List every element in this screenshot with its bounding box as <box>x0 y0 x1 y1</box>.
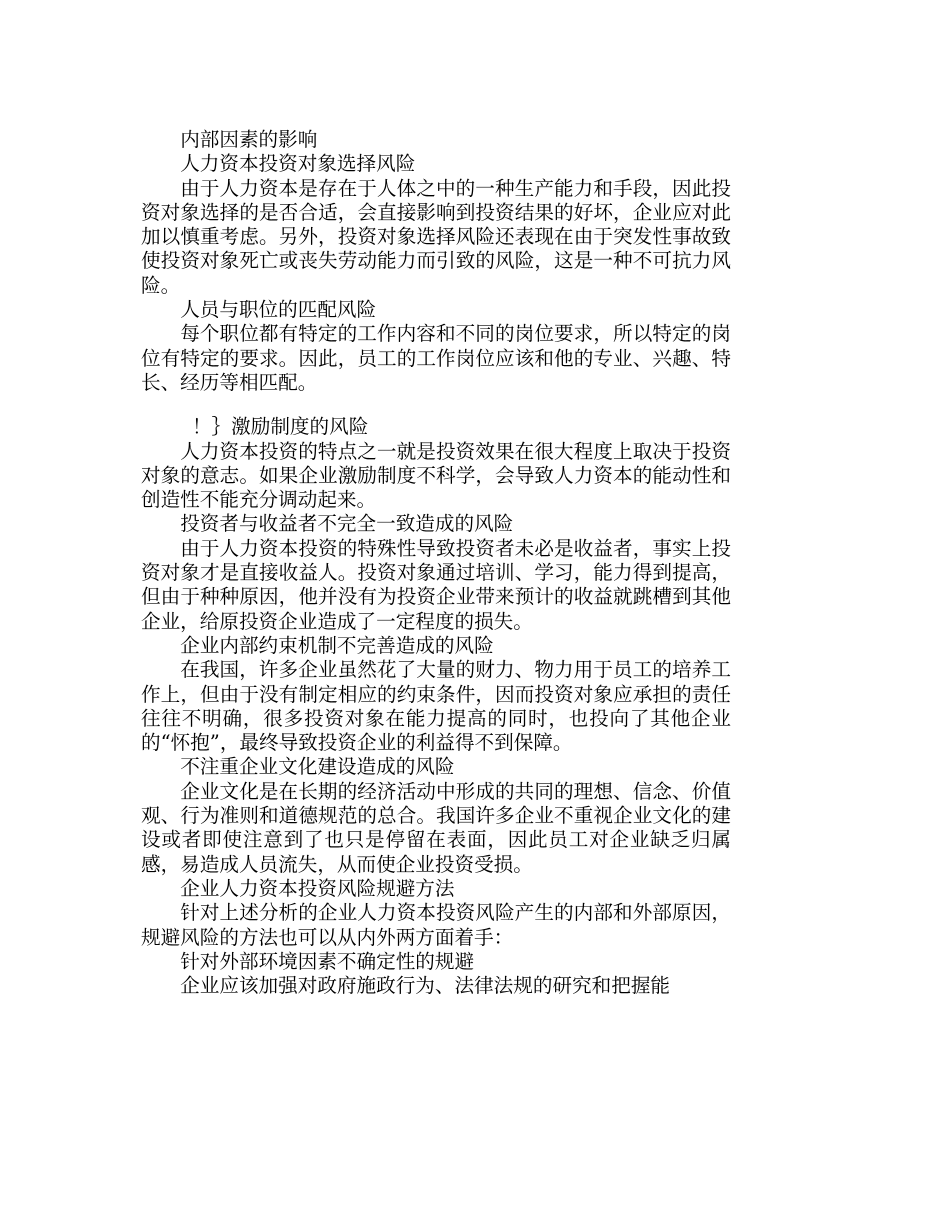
body-paragraph: 由于人力资本投资的特殊性导致投资者未必是收益者，事实上投资对象才是直接收益人。投资对象通过培训、学习，能力得到提高，但由于种种原因，他并没有为投资企业带来预计的收益就跳槽到其他企业，给原投资企业造成了一定程度的损失。 <box>141 536 731 633</box>
subheading-internal-constraint-risk: 企业内部约束机制不完善造成的风险 <box>180 633 494 657</box>
body-paragraph: 在我国，许多企业虽然花了大量的财力、物力用于员工的培养工作上，但由于没有制定相应的约束条件，因而投资对象应承担的责任往往不明确，很多投资对象在能力提高的同时，也投向了其他企业的“怀抱”，最终导致投资企业的利益得不到保障。 <box>141 658 731 755</box>
subheading-person-position-match-risk: 人员与职位的匹配风险 <box>180 298 377 322</box>
section-heading-risk-avoidance-methods: 企业人力资本投资风险规避方法 <box>180 876 455 900</box>
subheading-corporate-culture-risk: 不注重企业文化建设造成的风险 <box>180 755 455 779</box>
subheading-incentive-system-risk: ！｝激励制度的风险 <box>191 415 369 439</box>
subheading-investment-target-risk: 人力资本投资对象选择风险 <box>180 152 416 176</box>
subheading-external-uncertainty-avoidance: 针对外部环境因素不确定性的规避 <box>180 949 475 973</box>
body-paragraph: 企业文化是在长期的经济活动中形成的共同的理想、信念、价值观、行为准则和道德规范的总合。我国许多企业不重视企业文化的建设或者即使注意到了也只是停留在表面，因此员工对企业缺乏归属感，易造成人员流失，从而使企业投资受损。 <box>141 779 731 876</box>
body-paragraph: 人力资本投资的特点之一就是投资效果在很大程度上取决于投资对象的意志。如果企业激励制度不科学，会导致人力资本的能动性和创造性不能充分调动起来。 <box>141 439 731 512</box>
subheading-investor-beneficiary-risk: 投资者与收益者不完全一致造成的风险 <box>180 512 514 536</box>
body-paragraph: 企业应该加强对政府施政行为、法律法规的研究和把握能 <box>180 974 671 998</box>
body-paragraph: 由于人力资本是存在于人体之中的一种生产能力和手段，因此投资对象选择的是否合适，会直接影响到投资结果的好坏，企业应对此加以慎重考虑。另外，投资对象选择风险还表现在由于突发性事故致使投资对象死亡或丧失劳动能力而引致的风险，这是一种不可抗力风险。 <box>141 176 731 297</box>
section-heading-internal-factors: 内部因素的影响 <box>180 128 318 151</box>
body-paragraph: 针对上述分析的企业人力资本投资风险产生的内部和外部原因，规避风险的方法也可以从内外两方面着手： <box>141 901 731 949</box>
body-paragraph: 每个职位都有特定的工作内容和不同的岗位要求，所以特定的岗位有特定的要求。因此，员工的工作岗位应该和他的专业、兴趣、特长、经历等相匹配。 <box>141 322 731 394</box>
document-body <box>141 128 731 998</box>
